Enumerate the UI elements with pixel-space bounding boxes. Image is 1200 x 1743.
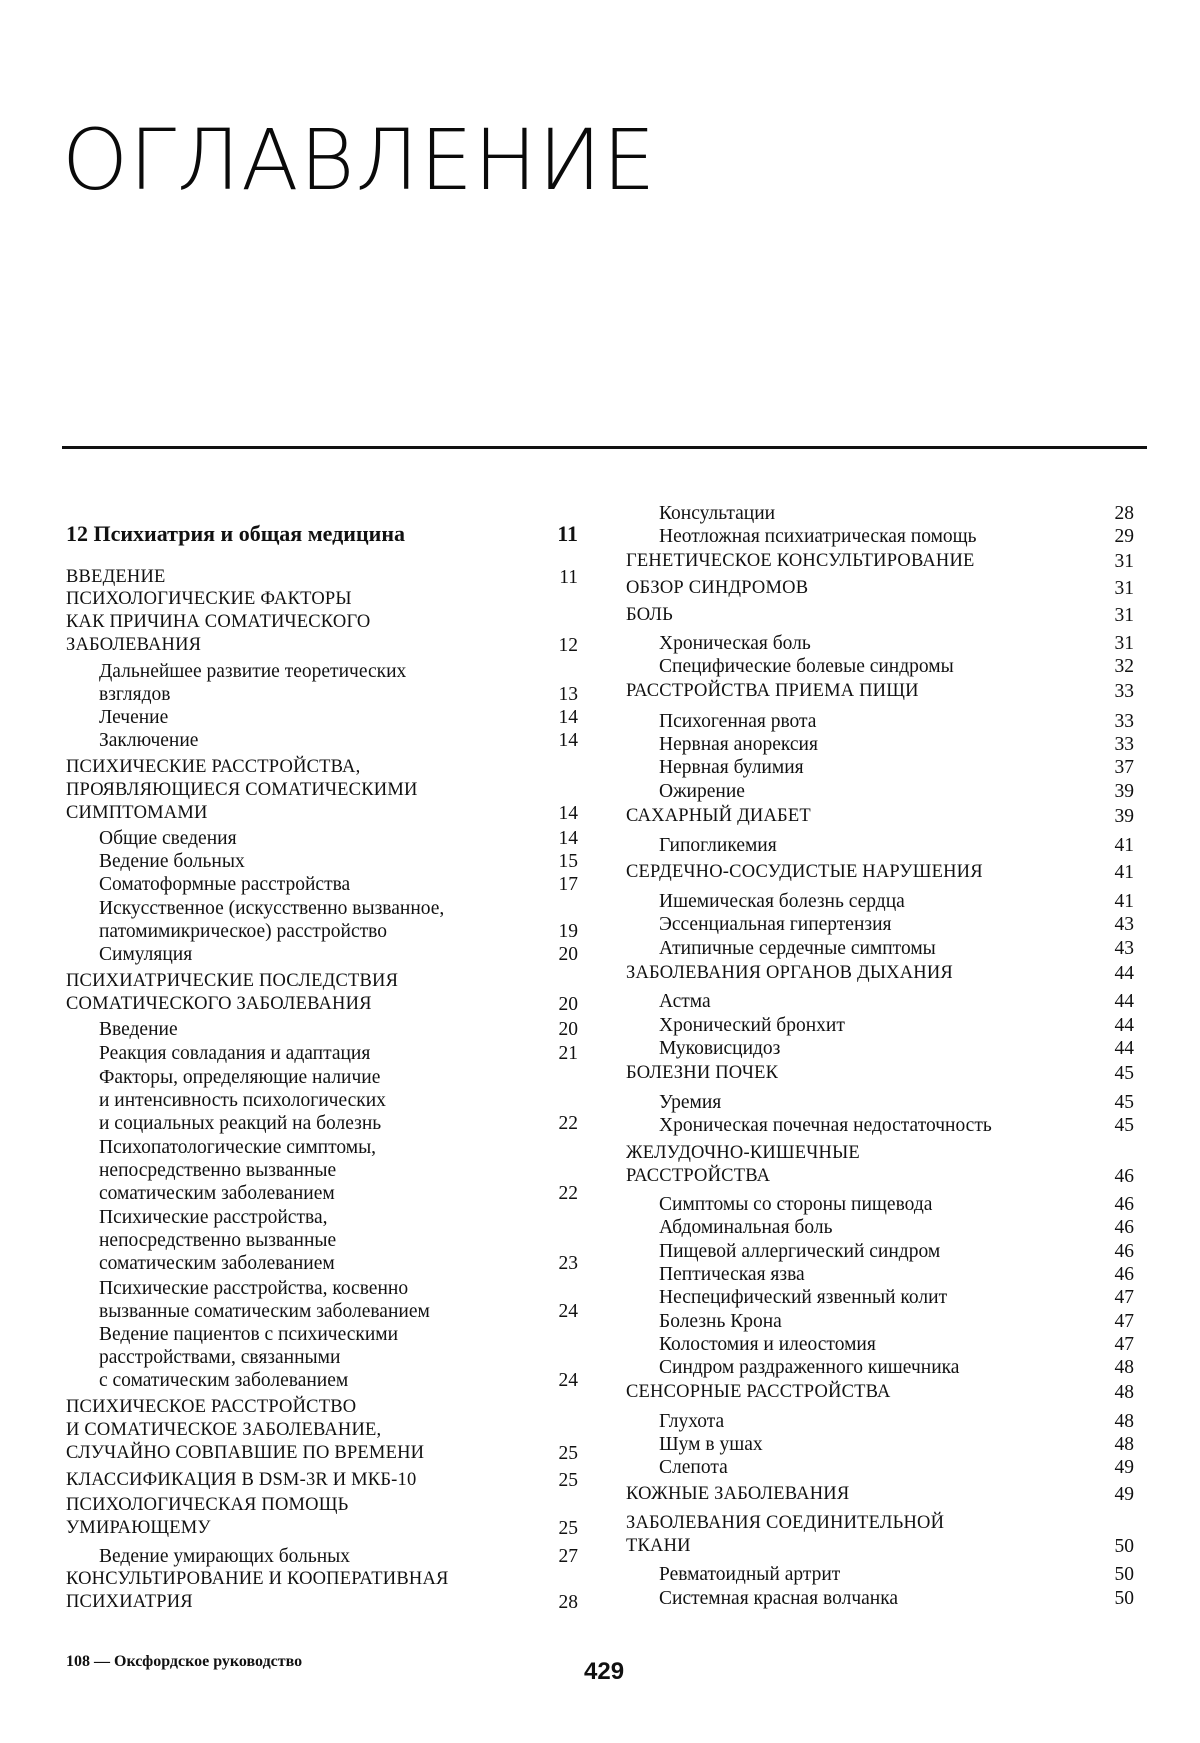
toc-entry-title: Соматоформные расстройства (99, 874, 351, 895)
toc-entry-title: СЕРДЕЧНО-СОСУДИСТЫЕ НАРУШЕНИЯ (626, 862, 983, 882)
toc-entry (66, 1568, 578, 1614)
toc-entry (626, 502, 1134, 525)
toc-entry-page: 48 (1114, 1382, 1134, 1403)
toc-entry-title: Ведение умирающих больных (99, 1546, 351, 1567)
toc-entry-title: Колостомия и илеостомия (659, 1334, 876, 1355)
toc-entry-page: 27 (558, 1546, 578, 1567)
toc-entry-title: Гипогликемия (659, 835, 777, 856)
toc-entry (66, 1277, 578, 1323)
toc-entry-title: ПСИХИАТРИЧЕСКИЕ ПОСЛЕДСТВИЯ СОМАТИЧЕСКОГО ЗАБОЛЕВАНИЯ (66, 971, 399, 1014)
toc-entry-title: КОНСУЛЬТИРОВАНИЕ И КООПЕРАТИВНАЯ ПСИХИАТРИЯ (66, 1569, 449, 1612)
toc-entry (66, 897, 578, 943)
toc-entry (66, 1323, 578, 1392)
toc-entry-page: 11 (559, 567, 578, 588)
toc-entry (66, 522, 578, 545)
toc-entry-page: 48 (1114, 1434, 1134, 1455)
toc-entry (626, 655, 1134, 678)
toc-entry (626, 1456, 1134, 1479)
toc-entry-page: 31 (1114, 578, 1134, 599)
toc-entry-title: Уремия (659, 1092, 722, 1113)
toc-entry (66, 827, 578, 850)
toc-entry-title: Пептическая язва (659, 1264, 805, 1285)
toc-entry-page: 25 (558, 1443, 578, 1464)
toc-entry-title: Симптомы со стороны пищевода (659, 1194, 933, 1215)
toc-entry-page: 14 (558, 803, 578, 824)
toc-entry-title: ПСИХИЧЕСКОЕ РАССТРОЙСТВО И СОМАТИЧЕСКОЕ ЗАБОЛЕВАНИЕ, СЛУЧАЙНО СОВПАВШИЕ ПО ВРЕМЕНИ (66, 1397, 425, 1463)
toc-entry-title: Нервная анорексия (659, 734, 818, 755)
toc-entry (626, 1037, 1134, 1060)
toc-entry-page: 13 (558, 684, 578, 705)
toc-entry (626, 890, 1134, 913)
toc-entry-title: ПСИХИЧЕСКИЕ РАССТРОЙСТВА, ПРОЯВЛЯЮЩИЕСЯ СОМАТИЧЕСКИМИ СИМПТОМАМИ (66, 757, 418, 823)
footer-note: 108 — Оксфордское руководство (66, 1653, 303, 1670)
toc-entry-title: Хроническая боль (659, 633, 811, 654)
toc-entry-title: Неспецифический язвенный колит (659, 1287, 948, 1308)
toc-entry (66, 1042, 578, 1065)
toc-entry-page: 32 (1114, 656, 1134, 677)
toc-entry-page: 31 (1114, 633, 1134, 654)
toc-entry (626, 756, 1134, 779)
toc-entry-title: Пищевой аллергический синдром (659, 1241, 941, 1262)
toc-entry (66, 970, 578, 1016)
toc-entry-page: 49 (1114, 1457, 1134, 1478)
toc-entry-page: 41 (1114, 891, 1134, 912)
toc-entry (66, 1469, 578, 1492)
toc-entry (66, 1494, 578, 1540)
toc-entry-page: 14 (558, 730, 578, 751)
toc-entry (626, 780, 1134, 803)
toc-entry (626, 604, 1134, 627)
toc-entry-page: 41 (1114, 835, 1134, 856)
toc-entry-page: 46 (1114, 1217, 1134, 1238)
toc-entry-page: 11 (557, 521, 578, 546)
toc-entry-title: Введение (99, 1019, 178, 1040)
toc-entry-page: 47 (1114, 1287, 1134, 1308)
toc-entry-title: Ишемическая болезнь сердца (659, 891, 905, 912)
toc-entry-title: ПСИХОЛОГИЧЕСКИЕ ФАКТОРЫ КАК ПРИЧИНА СОМАТИЧЕСКОГО ЗАБОЛЕВАНИЯ (66, 589, 371, 655)
toc-entry-page: 23 (558, 1253, 578, 1274)
toc-entry-page: 20 (558, 994, 578, 1015)
toc-entry-page: 20 (558, 944, 578, 965)
toc-entry-title: ЗАБОЛЕВАНИЯ СОЕДИНИТЕЛЬНОЙ ТКАНИ (626, 1513, 945, 1556)
toc-entry-page: 46 (1114, 1241, 1134, 1262)
toc-entry-title: Общие сведения (99, 828, 237, 849)
toc-entry-page: 41 (1114, 862, 1134, 883)
toc-entry-title: Ведение пациентов с психическими расстройствами, связанными с соматическим заболеванием (99, 1324, 399, 1391)
toc-entry (626, 1193, 1134, 1216)
toc-entry-page: 50 (1114, 1536, 1134, 1557)
toc-entry-title: Неотложная психиатрическая помощь (659, 526, 977, 547)
toc-entry-page: 44 (1114, 1015, 1134, 1036)
toc-entry-page: 17 (558, 874, 578, 895)
toc-entry (66, 1066, 578, 1135)
toc-entry (626, 1433, 1134, 1456)
toc-entry (626, 1333, 1134, 1356)
toc-entry-page: 28 (1114, 503, 1134, 524)
toc-entry-title: Хронический бронхит (659, 1015, 845, 1036)
toc-entry (626, 805, 1134, 828)
toc-entry (626, 1310, 1134, 1333)
toc-entry-title: Болезнь Крона (659, 1311, 782, 1332)
toc-entry (66, 1545, 578, 1568)
toc-entry (66, 1136, 578, 1205)
toc-entry-title: БОЛЬ (626, 605, 673, 625)
toc-entry-page: 12 (558, 635, 578, 656)
toc-entry-page: 29 (1114, 526, 1134, 547)
toc-entry (626, 1356, 1134, 1379)
toc-entry-page: 46 (1114, 1264, 1134, 1285)
toc-entry-page: 33 (1114, 734, 1134, 755)
toc-entry-title: Шум в ушах (659, 1434, 763, 1455)
page-number: 429 (584, 1658, 625, 1685)
toc-entry-page: 21 (558, 1043, 578, 1064)
toc-entry-title: ВВЕДЕНИЕ (66, 567, 166, 587)
toc-entry-title: Астма (659, 991, 711, 1012)
toc-entry-title: ГЕНЕТИЧЕСКОЕ КОНСУЛЬТИРОВАНИЕ (626, 551, 975, 571)
toc-entry-title: Слепота (659, 1457, 728, 1478)
toc-entry-title: Искусственное (искусственно вызванное, патомимикрическое) расстройство (99, 898, 445, 942)
toc-entry-title: Ожирение (659, 781, 745, 802)
toc-entry (626, 1114, 1134, 1137)
toc-entry-title: Психические расстройства, непосредственно вызванные соматическим заболеванием (99, 1207, 337, 1274)
toc-entry-title: Психогенная рвота (659, 711, 817, 732)
toc-entry (626, 1240, 1134, 1263)
toc-entry (626, 1263, 1134, 1286)
page-title: ОГЛАВЛЕНИЕ (62, 111, 657, 209)
toc-entry-title: Атипичные сердечные симптомы (659, 938, 936, 959)
toc-entry-title: 12 Психиатрия и общая медицина (66, 521, 405, 546)
toc-entry-title: КЛАССИФИКАЦИЯ В DSM-3R И МКБ-10 (66, 1470, 417, 1490)
toc-entry (66, 588, 578, 657)
toc-entry-title: Психические расстройства, косвенно вызванные соматическим заболеванием (99, 1278, 430, 1322)
toc-entry (626, 1142, 1134, 1188)
toc-entry (626, 733, 1134, 756)
toc-entry-title: Заключение (99, 730, 199, 751)
toc-entry (66, 566, 578, 589)
toc-entry (66, 756, 578, 825)
toc-entry-page: 24 (558, 1301, 578, 1322)
toc-entry (66, 943, 578, 966)
toc-entry (626, 861, 1134, 884)
toc-entry-page: 47 (1114, 1311, 1134, 1332)
toc-entry-page: 14 (558, 707, 578, 728)
toc-entry-page: 19 (558, 921, 578, 942)
toc-entry-title: Системная красная волчанка (659, 1588, 899, 1609)
toc-entry (626, 1512, 1134, 1558)
toc-entry-page: 31 (1114, 551, 1134, 572)
toc-entry-title: ПСИХОЛОГИЧЕСКАЯ ПОМОЩЬ УМИРАЮЩЕМУ (66, 1495, 349, 1538)
toc-entry-title: Эссенциальная гипертензия (659, 914, 892, 935)
toc-entry (626, 990, 1134, 1013)
toc-entry-title: КОЖНЫЕ ЗАБОЛЕВАНИЯ (626, 1484, 850, 1504)
toc-entry-page: 44 (1114, 963, 1134, 984)
toc-entry (626, 577, 1134, 600)
toc-entry-page: 44 (1114, 991, 1134, 1012)
toc-entry-title: Специфические болевые синдромы (659, 656, 954, 677)
toc-entry-title: Лечение (99, 707, 169, 728)
toc-entry-title: Хроническая почечная недостаточность (659, 1115, 992, 1136)
toc-entry-title: РАССТРОЙСТВА ПРИЕМА ПИЩИ (626, 681, 919, 701)
toc-entry (626, 834, 1134, 857)
toc-entry-page: 48 (1114, 1357, 1134, 1378)
toc-entry-page: 45 (1114, 1063, 1134, 1084)
toc-entry (626, 550, 1134, 573)
title-divider (62, 446, 1147, 449)
toc-entry (626, 962, 1134, 985)
toc-entry-page: 31 (1114, 605, 1134, 626)
toc-entry-title: Факторы, определяющие наличие и интенсивность психологических и социальных реакций на болезнь (99, 1067, 386, 1134)
toc-entry-title: Симуляция (99, 944, 193, 965)
toc-entry-title: ЗАБОЛЕВАНИЯ ОРГАНОВ ДЫХАНИЯ (626, 963, 953, 983)
toc-entry-title: Дальнейшее развитие теоретических взглядов (99, 661, 407, 705)
toc-entry-title: Глухота (659, 1411, 725, 1432)
toc-entry-title: Психопатологические симптомы, непосредственно вызванные соматическим заболеванием (99, 1137, 377, 1204)
toc-entry-title: Ревматоидный артрит (659, 1564, 841, 1585)
toc-entry-page: 33 (1114, 711, 1134, 732)
toc-entry-page: 49 (1114, 1484, 1134, 1505)
toc-entry-page: 22 (558, 1113, 578, 1134)
toc-entry-page: 14 (558, 828, 578, 849)
toc-entry (626, 1483, 1134, 1506)
toc-entry-title: ЖЕЛУДОЧНО-КИШЕЧНЫЕ РАССТРОЙСТВА (626, 1143, 860, 1186)
toc-entry-page: 15 (558, 851, 578, 872)
toc-entry-page: 46 (1114, 1166, 1134, 1187)
toc-entry (626, 525, 1134, 548)
toc-entry (626, 1410, 1134, 1433)
toc-entry (626, 710, 1134, 733)
toc-entry-page: 28 (558, 1592, 578, 1613)
toc-entry-page: 22 (558, 1183, 578, 1204)
toc-entry-page: 47 (1114, 1334, 1134, 1355)
toc-entry-page: 44 (1114, 1038, 1134, 1059)
toc-entry-page: 20 (558, 1019, 578, 1040)
toc-entry-page: 39 (1114, 806, 1134, 827)
toc-entry-page: 45 (1114, 1092, 1134, 1113)
toc-entry-page: 50 (1114, 1564, 1134, 1585)
toc-entry (626, 937, 1134, 960)
toc-entry-page: 48 (1114, 1411, 1134, 1432)
toc-entry-title: Консультации (659, 503, 776, 524)
toc-entry (626, 913, 1134, 936)
toc-entry (66, 1206, 578, 1275)
toc-entry-page: 25 (558, 1518, 578, 1539)
toc-entry (626, 1216, 1134, 1239)
toc-entry-page: 39 (1114, 781, 1134, 802)
toc-entry-title: БОЛЕЗНИ ПОЧЕК (626, 1063, 779, 1083)
toc-entry-page: 25 (558, 1470, 578, 1491)
toc-entry (66, 1396, 578, 1465)
toc-entry (66, 729, 578, 752)
toc-entry-title: ОБЗОР СИНДРОМОВ (626, 578, 809, 598)
toc-entry (66, 1018, 578, 1041)
toc-entry (626, 1091, 1134, 1114)
toc-entry (66, 850, 578, 873)
toc-entry-page: 45 (1114, 1115, 1134, 1136)
toc-entry-title: Ведение больных (99, 851, 245, 872)
toc-entry (626, 1587, 1134, 1610)
toc-entry (626, 632, 1134, 655)
toc-entry (626, 680, 1134, 703)
toc-entry-title: СЕНСОРНЫЕ РАССТРОЙСТВА (626, 1382, 891, 1402)
toc-entry (66, 706, 578, 729)
toc-entry (66, 660, 578, 706)
toc-entry-page: 43 (1114, 938, 1134, 959)
toc-entry-title: Реакция совладания и адаптация (99, 1043, 371, 1064)
toc-entry-page: 46 (1114, 1194, 1134, 1215)
toc-entry-title: Муковисцидоз (659, 1038, 781, 1059)
toc-entry (626, 1014, 1134, 1037)
toc-entry-title: Абдоминальная боль (659, 1217, 833, 1238)
toc-entry (66, 873, 578, 896)
toc-entry-title: САХАРНЫЙ ДИАБЕТ (626, 806, 811, 826)
toc-entry (626, 1286, 1134, 1309)
toc-entry (626, 1563, 1134, 1586)
toc-entry (626, 1062, 1134, 1085)
toc-entry-page: 33 (1114, 681, 1134, 702)
toc-entry-title: Нервная булимия (659, 757, 804, 778)
toc-entry-page: 50 (1114, 1588, 1134, 1609)
toc-entry-page: 43 (1114, 914, 1134, 935)
toc-entry (626, 1381, 1134, 1404)
toc-entry-page: 24 (558, 1370, 578, 1391)
toc-entry-page: 37 (1114, 757, 1134, 778)
toc-entry-title: Синдром раздраженного кишечника (659, 1357, 960, 1378)
